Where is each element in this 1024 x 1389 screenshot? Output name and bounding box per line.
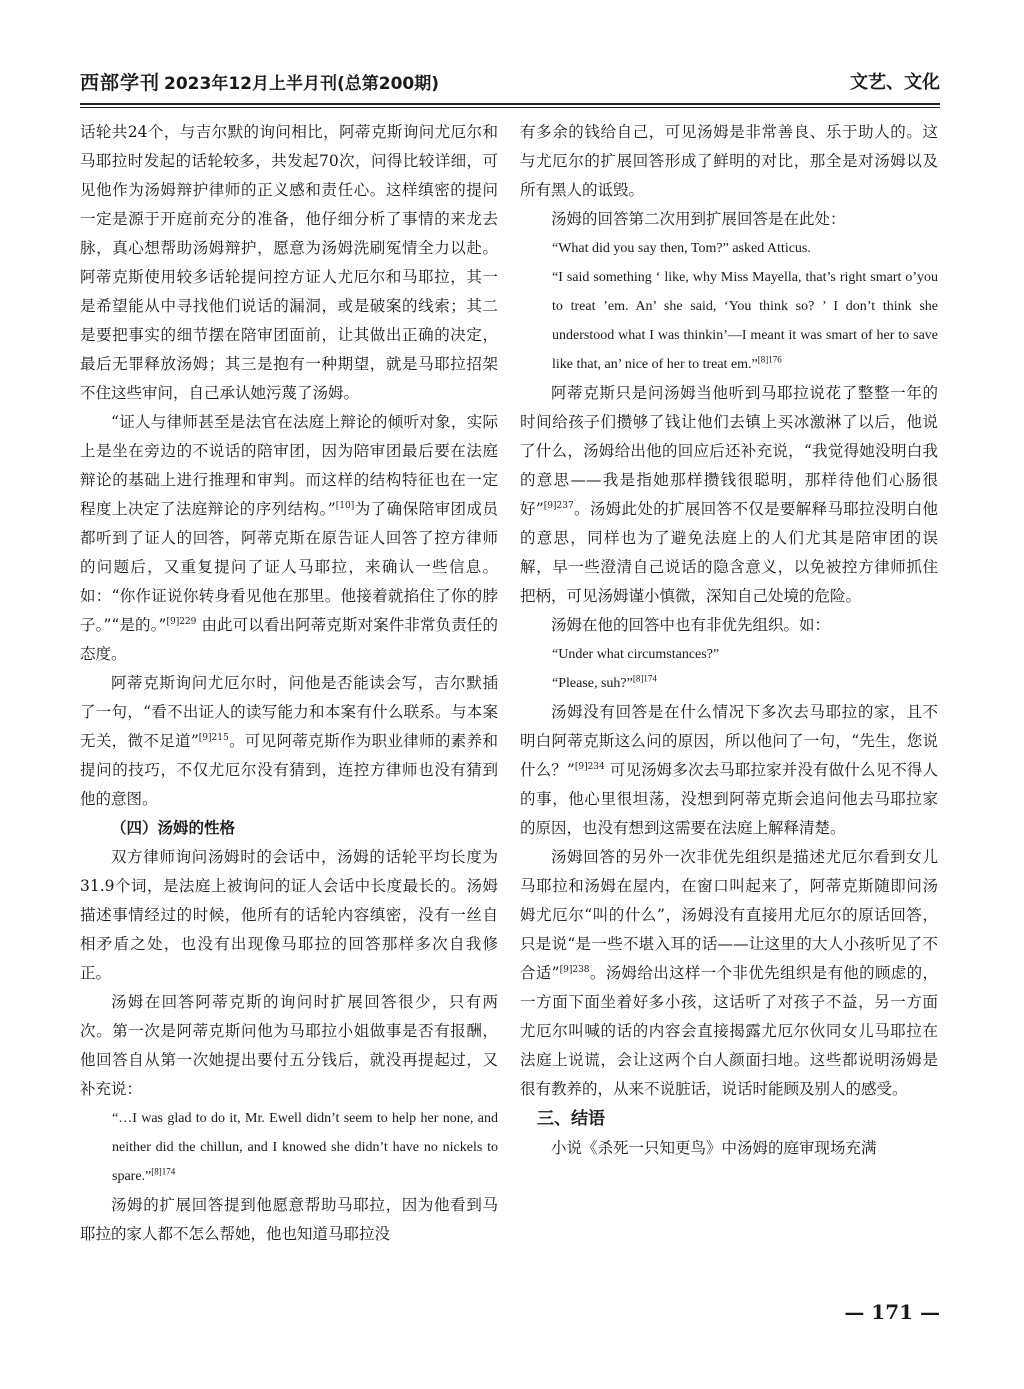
citation: [9]215 bbox=[198, 732, 229, 743]
paragraph: “证人与律师甚至是法官在法庭上辩论的倾听对象，实际上是坐在旁边的不说话的陪审团，因为陪审团最后要在法庭辩论的基础上进行推理和审判。而这样的结构特征也在一定程度上决定了法庭辩论的序列结构。”[10]为了确保陪审团成员都听到了证人的回答，阿蒂克斯在原告证人回答了控方律师的问题后，又重复提问了证人马耶拉，来确认一些信息。如：“你作证说你转身看见他在那里。他接着就掐住了你的脖子。”“是的。”$^{[9]229}$ 由此可以看出阿蒂克斯对案件非常负责任的态度。 bbox=[80, 413, 498, 663]
paragraph: 小说《杀死一只知更鸟》中汤姆的庭审现场充满 bbox=[551, 1139, 877, 1157]
citation: [10] bbox=[335, 500, 355, 511]
page-number: — 171 — bbox=[844, 1300, 940, 1324]
paragraph: 阿蒂克斯只是问汤姆当他听到马耶拉说花了整整一年的时间给孩子们攒够了钱让他们去镇上买冰激淋了以后，他说了什么，汤姆给出他的回应后还补充说，“我觉得她没明白我的意思——我是指她那样攒钱很聪明，那样待他们心肠很好”$^{[9]237}$。汤姆此处的扩展回答不仅是要解释马耶拉没明白他的意思，同样也为了避免法庭上的人们尤其是陪审团的误解，早一些澄清自己说话的隐含意义，以免被控方律师抓住把柄，可见汤姆谨小慎微，深知自己处境的危险。 bbox=[520, 384, 938, 605]
paragraph: 汤姆在他的回答中也有非优先组织。如： bbox=[551, 616, 831, 634]
section-name: 文艺、文化 bbox=[850, 72, 940, 93]
paragraph: 有多余的钱给自己，可见汤姆是非常善良、乐于助人的。这与尤厄尔的扩展回答形成了鲜明的对比，那全是对汤姆以及所有黑人的诋毁。 bbox=[520, 123, 938, 199]
citation: [9]237 bbox=[543, 500, 574, 511]
citation: [9]234 bbox=[574, 761, 605, 772]
paragraph: 汤姆的扩展回答提到他愿意帮助马耶拉，因为他看到马耶拉的家人都不怎么帮她，他也知道马耶拉没 bbox=[80, 1196, 498, 1243]
paragraph: 汤姆的回答第二次用到扩展回答是在此处： bbox=[551, 210, 846, 228]
citation: [9]229 bbox=[166, 616, 197, 627]
paragraph: 双方律师询问汤姆时的会话中，汤姆的话轮平均长度为31.9个词，是法庭上被询问的证人会话中长度最长的。汤姆描述事情经过的时候，他所有的话轮内容缜密，没有一丝自相矛盾之处，也没有出现像马耶拉的回答那样多次自我修正。 bbox=[80, 848, 498, 982]
left-column bbox=[80, 118, 498, 1249]
block-quote: “What did you say then, Tom?” asked Atticus. bbox=[552, 241, 811, 256]
journal-name: 西部学刊 bbox=[80, 72, 161, 94]
paragraph: 汤姆在回答阿蒂克斯的询问时扩展回答很少，只有两次。第一次是阿蒂克斯问他为马耶拉小姐做事是否有报酬，他回答自从第一次她提出要付五分钱后，就没再提起过，又补充说： bbox=[80, 993, 498, 1098]
header-rule bbox=[80, 103, 940, 105]
citation: [8]174 bbox=[151, 1166, 176, 1177]
citation: [8]174 bbox=[632, 673, 657, 684]
paragraph: 话轮共24个，与吉尔默的询问相比，阿蒂克斯询问尤厄尔和马耶拉时发起的话轮较多，共发起70次，问得比较详细，可见他作为汤姆辩护律师的正义感和责任心。这样缜密的提问一定是源于开庭前充分的准备，他仔细分析了事情的来龙去脉，真心想帮助汤姆辩护，愿意为汤姆洗刷冤情全力以赴。阿蒂克斯使用较多话轮提问控方证人尤厄尔和马耶拉，其一是希望能从中寻找他们说话的漏洞，或是破案的线索；其二是要把事实的细节摆在陪审团面前，让其做出正确的决定，最后无罪释放汤姆；其三是抱有一种期望，就是马耶拉招架不住这些审问，自己承认她污蔑了汤姆。 bbox=[80, 123, 498, 402]
block-quote: “I said something ‘ like, why Miss Mayella, that’s right smart o’you to treat ’em. An’ she said, ‘You think so? ’ I don’t think she understood what I was thinkin’—I meant it was smart of her to save like that, an’ nice of her to treat em.”$^{[8]176}$ bbox=[552, 270, 938, 372]
block-quote: “Please, suh?”$^{[8]174}$ bbox=[552, 673, 657, 691]
section-heading: （四）汤姆的性格 bbox=[111, 819, 236, 837]
issue-info: 2023年12月上半月刊(总第200期) bbox=[164, 74, 439, 94]
right-column bbox=[520, 118, 938, 1163]
header-rule-thin bbox=[80, 107, 940, 108]
paragraph: 阿蒂克斯询问尤厄尔时，问他是否能读会写，吉尔默插了一句，“看不出证人的读写能力和本案有什么联系。与本案无关，微不足道”$^{[9]215}$。可见阿蒂克斯作为职业律师的素养和提问的技巧，不仅尤厄尔没有猜到，连控方律师也没有猜到他的意图。 bbox=[80, 674, 498, 808]
paragraph: 汤姆回答的另外一次非优先组织是描述尤厄尔看到女儿马耶拉和汤姆在屋内，在窗口叫起来了，阿蒂克斯随即问汤姆尤厄尔“叫的什么”，汤姆没有直接用尤厄尔的原话回答，只是说“是一些不堪入耳的话——让这里的大人小孩听见了不合适”$^{[9]238}$。汤姆给出这样一个非优先组织是有他的顾虑的，一方面下面坐着好多小孩，这话听了对孩子不益，另一方面尤厄尔叫喊的话的内容会直接揭露尤厄尔伙同女儿马耶拉在法庭上说谎，会让这两个白人颜面扫地。这些都说明汤姆是很有教养的，从来不说脏话，说话时能顾及别人的感受。 bbox=[520, 848, 938, 1098]
page-header bbox=[80, 60, 940, 100]
block-quote: “…I was glad to do it, Mr. Ewell didn’t seem to help her none, and neither did the chillun, and I knowed she didn’t have no nickels to spare.”$^{[8]174}$ bbox=[112, 1111, 498, 1184]
citation: [9]238 bbox=[559, 964, 590, 975]
paragraph: 汤姆没有回答是在什么情况下多次去马耶拉的家，且不明白阿蒂克斯这么问的原因，所以他问了一句，“先生，您说什么？”$^{[9]234}$ 可见汤姆多次去马耶拉家并没有做什么见不得人的事，他心里很坦荡，没想到阿蒂克斯会追问他去马耶拉家的原因，也没有想到这需要在法庭上解释清楚。 bbox=[520, 703, 938, 837]
block-quote: “Under what circumstances?” bbox=[552, 647, 720, 662]
section-heading: 三、结语 bbox=[537, 1109, 605, 1129]
citation: [8]176 bbox=[757, 354, 782, 365]
